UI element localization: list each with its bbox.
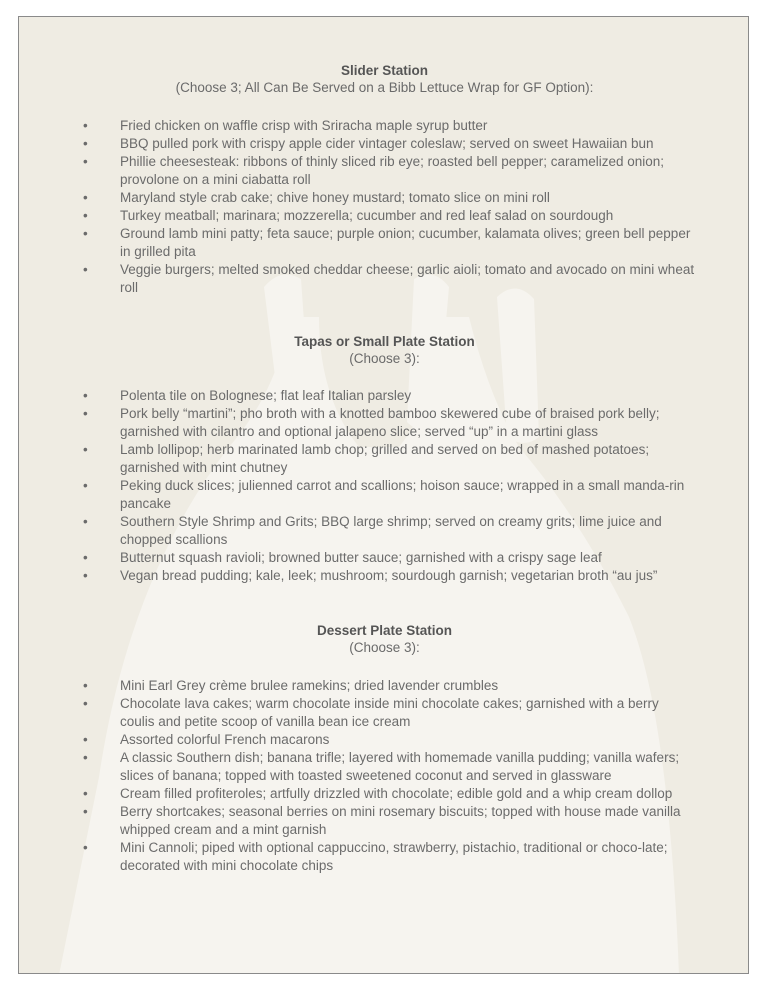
list-item: • Butternut squash ravioli; browned butter sauce; garnished with a crispy sage leaf <box>83 550 602 565</box>
section-title: Slider Station <box>340 63 428 78</box>
list-item: • BBQ pulled pork with crispy apple cider vintager coleslaw; served on sweet Hawaiian bun <box>83 136 654 151</box>
list-item: • Mini Cannoli; piped with optional cappuccino, strawberry, pistachio, traditional or choco-late; decorated with mini chocolate chips <box>83 840 668 873</box>
bullet-icon: • <box>83 442 88 457</box>
section-tapas-station <box>19 333 749 367</box>
list-item: • Vegan bread pudding; kale, leek; mushroom; sourdough garnish; vegetarian broth “au jus” <box>83 568 658 583</box>
list-item: • Pork belly “martini”; pho broth with a knotted bamboo skewered cube of braised pork belly; garnished with cilantro and optional jalapeno slice; served “up” in a martini glass <box>83 406 660 439</box>
section-title: Dessert Plate Station <box>316 623 453 638</box>
bullet-icon: • <box>83 154 88 169</box>
bullet-icon: • <box>83 696 88 711</box>
list-item: • Assorted colorful French macarons <box>83 732 330 747</box>
list-item: • Lamb lollipop; herb marinated lamb chop; grilled and served on bed of mashed potatoes; garnished with mint chutney <box>83 442 650 475</box>
list-item: • Berry shortcakes; seasonal berries on mini rosemary biscuits; topped with house made vanilla whipped cream and a mint garnish <box>83 804 681 837</box>
list-item: • Mini Earl Grey crème brulee ramekins; dried lavender crumbles <box>83 678 499 693</box>
bullet-icon: • <box>83 226 88 241</box>
bullet-icon: • <box>83 786 88 801</box>
section-title: Tapas or Small Plate Station <box>294 334 475 349</box>
list-item: • Maryland style crab cake; chive honey mustard; tomato slice on mini roll <box>83 190 550 205</box>
slider-items-list <box>19 117 749 297</box>
bullet-icon: • <box>83 840 88 855</box>
list-item: • Veggie burgers; melted smoked cheddar cheese; garlic aioli; tomato and avocado on mini wheat roll <box>83 262 695 295</box>
bullet-icon: • <box>83 190 88 205</box>
bullet-icon: • <box>83 118 88 133</box>
section-subtitle: (Choose 3; All Can Be Served on a Bibb Lettuce Wrap for GF Option): <box>175 80 594 95</box>
list-item: • A classic Southern dish; banana trifle; layered with homemade vanilla pudding; vanilla wafers; slices of banana; topped with toasted sweetened coconut and served in glassware <box>83 750 680 783</box>
dessert-items-list <box>19 677 749 875</box>
bullet-icon: • <box>83 550 88 565</box>
section-subtitle: (Choose 3): <box>349 640 420 655</box>
section-subtitle: (Choose 3): <box>349 351 420 366</box>
section-slider-station <box>19 62 749 96</box>
bullet-icon: • <box>83 406 88 421</box>
bullet-icon: • <box>83 678 88 693</box>
list-item: • Turkey meatball; marinara; mozzerella; cucumber and red leaf salad on sourdough <box>83 208 614 223</box>
list-item: • Ground lamb mini patty; feta sauce; purple onion; cucumber, kalamata olives; green bell pepper in grilled pita <box>83 226 691 259</box>
bullet-icon: • <box>83 568 88 583</box>
bullet-icon: • <box>83 262 88 277</box>
bullet-icon: • <box>83 750 88 765</box>
list-item: • Peking duck slices; julienned carrot and scallions; hoison sauce; wrapped in a small manda-rin pancake <box>83 478 685 511</box>
bullet-icon: • <box>83 478 88 493</box>
menu-page <box>18 16 749 974</box>
bullet-icon: • <box>83 208 88 223</box>
list-item: • Cream filled profiteroles; artfully drizzled with chocolate; edible gold and a whip cream dollop <box>83 786 673 801</box>
bullet-icon: • <box>83 732 88 747</box>
bullet-icon: • <box>83 388 88 403</box>
bullet-icon: • <box>83 804 88 819</box>
list-item: • Phillie cheesesteak: ribbons of thinly sliced rib eye; roasted bell pepper; caramelized onion; provolone on a mini ciabatta roll <box>83 154 665 187</box>
bullet-icon: • <box>83 514 88 529</box>
list-item: • Southern Style Shrimp and Grits; BBQ large shrimp; served on creamy grits; lime juice and chopped scallions <box>83 514 662 547</box>
tapas-items-list <box>19 387 749 585</box>
list-item: • Polenta tile on Bolognese; flat leaf Italian parsley <box>83 388 412 403</box>
bullet-icon: • <box>83 136 88 151</box>
list-item: • Chocolate lava cakes; warm chocolate inside mini chocolate cakes; garnished with a berry coulis and petite scoop of vanilla bean ice cream <box>83 696 659 729</box>
list-item: • Fried chicken on waffle crisp with Sriracha maple syrup butter <box>83 118 488 133</box>
section-dessert-station <box>19 622 749 656</box>
